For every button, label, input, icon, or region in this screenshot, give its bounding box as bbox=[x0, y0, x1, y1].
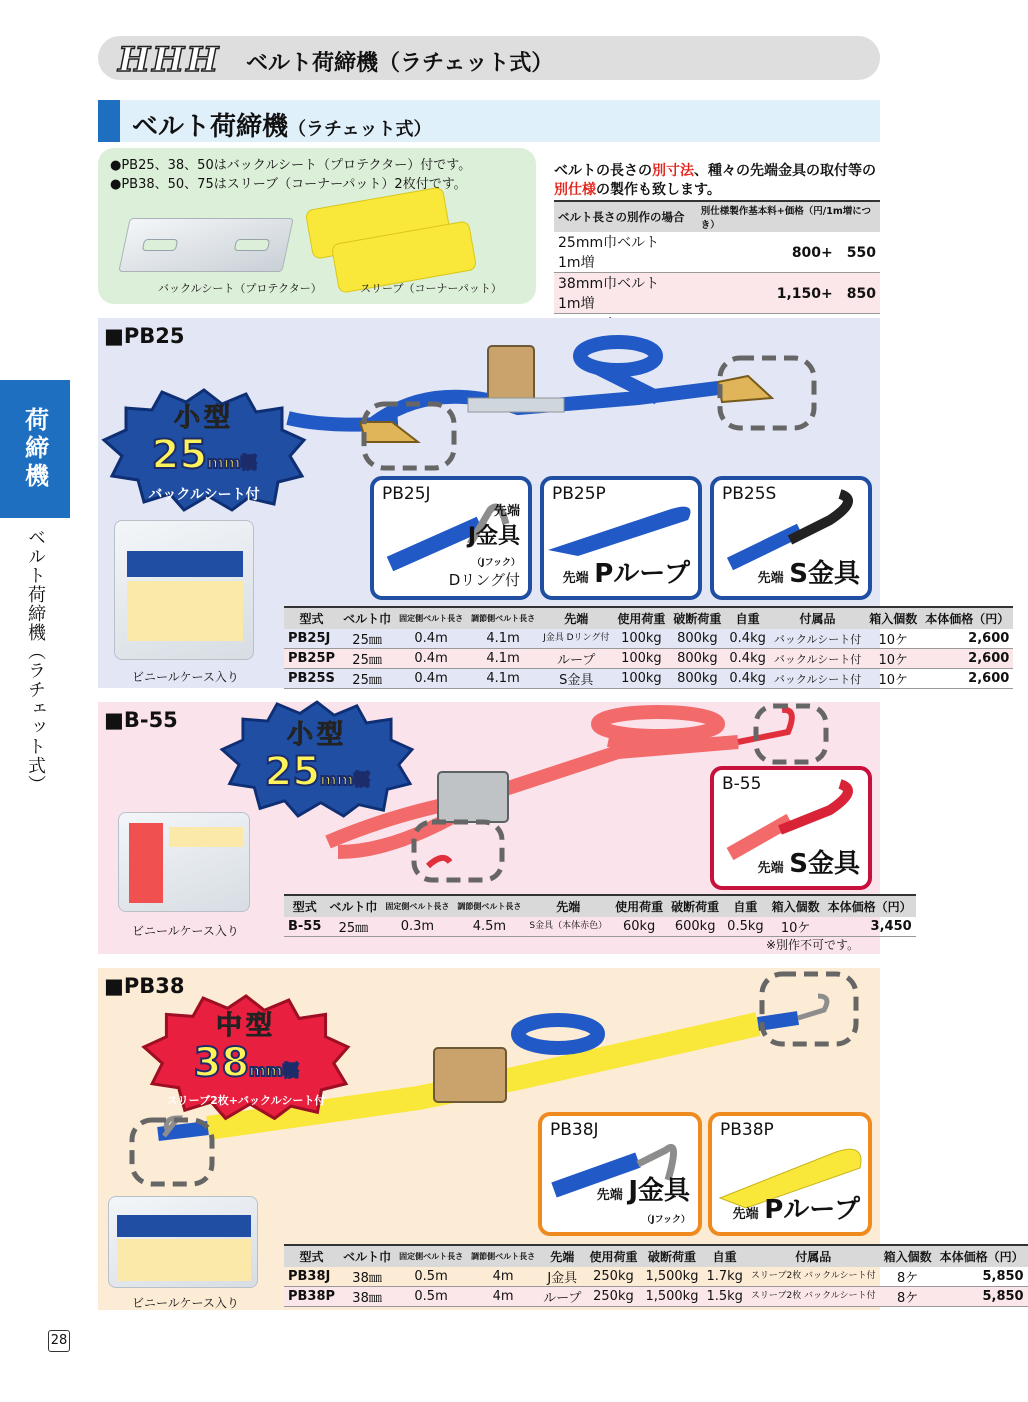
p-loop-icon bbox=[548, 500, 698, 560]
col-header: 箱入個数 bbox=[768, 895, 824, 917]
model-cell: B-55 bbox=[284, 917, 325, 937]
cell: 38㎜ bbox=[339, 1267, 395, 1287]
cell: 1.5kg bbox=[702, 1287, 746, 1307]
b55-size-badge bbox=[222, 702, 412, 812]
inset-tag-small: 先端 bbox=[562, 571, 589, 586]
cell: 4.1m bbox=[467, 629, 539, 649]
table-row bbox=[284, 1267, 1028, 1287]
custom-note-text-a: ベルトの長さの bbox=[554, 163, 652, 179]
inset-code: PB38J bbox=[550, 1120, 599, 1140]
badge-width bbox=[151, 431, 257, 484]
page-number: 28 bbox=[48, 1330, 70, 1352]
inset-tag-big: J金具 bbox=[467, 524, 520, 549]
pb38-vinyl-case-image bbox=[108, 1196, 258, 1288]
brand-logo: HHH bbox=[118, 40, 221, 80]
inset-tag-small: 先端 bbox=[757, 861, 784, 876]
model-cell: PB25P bbox=[284, 649, 339, 669]
price-cell: 2,600 bbox=[921, 669, 1013, 689]
cell: 0.4m bbox=[395, 629, 467, 649]
cell: 0.4m bbox=[395, 669, 467, 689]
badge-width-unit: mm幅 bbox=[207, 452, 257, 472]
page-title-main: ベルト荷締機 bbox=[132, 112, 289, 142]
badge-accessory-text: バックルシート付 bbox=[148, 486, 260, 503]
badge-width-unit: mm幅 bbox=[249, 1060, 299, 1080]
badge-accessory-text: スリーブ2枚+バックルシート付 bbox=[166, 1093, 326, 1107]
cell: J金具 bbox=[539, 1267, 585, 1287]
cell: 10ケ bbox=[865, 649, 921, 669]
inset-code: PB38P bbox=[720, 1120, 774, 1140]
cell: S金具 bbox=[539, 669, 613, 689]
price-cell: 5,850 bbox=[936, 1287, 1028, 1307]
cell: 800kg bbox=[669, 629, 725, 649]
price-cell: 5,850 bbox=[936, 1267, 1028, 1287]
cell: 0.5kg bbox=[723, 917, 767, 937]
col-header: 本体価格（円） bbox=[936, 1245, 1028, 1267]
col-header: 先端 bbox=[539, 1245, 585, 1267]
col-header: 自重 bbox=[702, 1245, 746, 1267]
pb25-section-label: ■PB25 bbox=[104, 324, 185, 348]
cell: 10ケ bbox=[865, 669, 921, 689]
cell: 60kg bbox=[611, 917, 667, 937]
inset-tag-small: 先端 bbox=[493, 504, 520, 519]
model-cell: PB25J bbox=[284, 629, 339, 649]
b55-vinyl-case-image bbox=[118, 812, 250, 912]
col-header: 自重 bbox=[725, 607, 769, 629]
pb38-size-badge bbox=[144, 996, 348, 1116]
col-header: 破断荷重 bbox=[669, 607, 725, 629]
custom-note-text-b: 、種々の先端金具の取付等の bbox=[694, 163, 876, 179]
cell: 250kg bbox=[585, 1287, 641, 1307]
col-header: 先端 bbox=[525, 895, 611, 917]
cell: 4m bbox=[467, 1267, 539, 1287]
pb25-vinyl-case-image bbox=[114, 520, 254, 660]
custom-table-header-left: ベルト長さの別作の場合 bbox=[554, 201, 697, 232]
accessory-note-2: ●PB38、50、75はスリーブ（コーナーパット）2枚付です。 bbox=[110, 177, 467, 192]
table-row bbox=[284, 669, 1013, 689]
inset-tag bbox=[449, 500, 520, 590]
custom-order-note bbox=[554, 162, 876, 200]
table-row bbox=[554, 232, 880, 273]
table-row bbox=[284, 649, 1013, 669]
inset-tag-big: Pループ bbox=[594, 559, 690, 589]
cell: 8ケ bbox=[880, 1287, 936, 1307]
cell: 10ケ bbox=[768, 917, 824, 937]
cell: 1,500kg bbox=[641, 1267, 702, 1287]
col-header: 付属品 bbox=[747, 1245, 880, 1267]
custom-table-header-right: 別仕様製作基本料+価格（円/1m増につき） bbox=[697, 201, 880, 232]
pb38-section-label: ■PB38 bbox=[104, 974, 185, 998]
inset-tag-extra: Dリング付 bbox=[448, 571, 520, 589]
pb25-size-badge bbox=[104, 390, 304, 510]
table-row bbox=[284, 917, 916, 937]
col-header: 破断荷重 bbox=[667, 895, 723, 917]
custom-price-cell: 1,150+ 850 bbox=[697, 273, 880, 314]
inset-tag-small: 先端 bbox=[757, 571, 784, 586]
inset-tag-big: S金具 bbox=[789, 849, 860, 879]
col-header: ベルト巾 bbox=[339, 1245, 395, 1267]
inset-tag-big: S金具 bbox=[789, 559, 860, 589]
side-vertical-text: ベルト荷締機（ラチェット式） bbox=[25, 528, 46, 794]
side-tab[interactable]: 荷締機 bbox=[0, 380, 70, 518]
col-header: 本体価格（円） bbox=[921, 607, 1013, 629]
buckle-sheet-caption: バックルシート（プロテクター） bbox=[158, 282, 322, 295]
col-header: 固定側ベルト長さ bbox=[395, 607, 467, 629]
col-header: ベルト巾 bbox=[339, 607, 395, 629]
cell: S金具（本体赤色） bbox=[525, 917, 611, 937]
pb25-case-caption: ビニールケース入り bbox=[132, 670, 239, 684]
pb25j-inset bbox=[370, 476, 532, 600]
cell: 38㎜ bbox=[339, 1287, 395, 1307]
col-header: 本体価格（円） bbox=[824, 895, 916, 917]
cell: 10ケ bbox=[865, 629, 921, 649]
inset-tag-small: 先端 bbox=[732, 1207, 759, 1222]
badge-size-word: 中型 bbox=[215, 1010, 276, 1041]
pb25-spec-table bbox=[284, 606, 1013, 689]
cell: スリーブ2枚 バックルシート付 bbox=[747, 1287, 880, 1307]
cell: バックルシート付 bbox=[770, 629, 865, 649]
col-header: 先端 bbox=[539, 607, 613, 629]
cell: 100kg bbox=[613, 649, 669, 669]
sleeve-caption: スリーブ（コーナーパット） bbox=[360, 282, 502, 295]
page-title-sub: （ラチェット式） bbox=[288, 119, 432, 140]
col-header: 箱入個数 bbox=[880, 1245, 936, 1267]
col-header: 型式 bbox=[284, 895, 325, 917]
badge-size-word: 小型 bbox=[286, 719, 347, 750]
col-header: 箱入個数 bbox=[865, 607, 921, 629]
col-header: 固定側ベルト長さ bbox=[395, 1245, 467, 1267]
col-header: ベルト巾 bbox=[325, 895, 381, 917]
table-row bbox=[284, 629, 1013, 649]
col-header: 使用荷重 bbox=[611, 895, 667, 917]
pb25p-inset bbox=[540, 476, 702, 600]
cell: 100kg bbox=[613, 669, 669, 689]
custom-note-red-2: 別仕様 bbox=[554, 182, 596, 198]
inset-tag-note: （Jフック） bbox=[642, 1215, 690, 1225]
badge-size-word: 小型 bbox=[173, 402, 234, 433]
pb38p-inset bbox=[708, 1112, 872, 1236]
cell: 0.5m bbox=[395, 1267, 467, 1287]
col-header: 使用荷重 bbox=[585, 1245, 641, 1267]
cell: 4m bbox=[467, 1287, 539, 1307]
cell: 4.1m bbox=[467, 649, 539, 669]
price-cell: 2,600 bbox=[921, 629, 1013, 649]
cell: 25㎜ bbox=[339, 669, 395, 689]
custom-note-text-c: の製作も致します。 bbox=[596, 182, 721, 198]
cell: 0.4kg bbox=[725, 669, 769, 689]
custom-price-cell: 800+ 550 bbox=[697, 232, 880, 273]
pb38-spec-table bbox=[284, 1244, 1028, 1307]
cell: 4.5m bbox=[453, 917, 525, 937]
col-header: 型式 bbox=[284, 607, 339, 629]
cell: 800kg bbox=[669, 669, 725, 689]
col-header: 自重 bbox=[723, 895, 767, 917]
b55-spec-table bbox=[284, 894, 916, 937]
col-header: 調節側ベルト長さ bbox=[467, 1245, 539, 1267]
custom-note-red-1: 別寸法 bbox=[652, 163, 694, 179]
model-cell: PB25S bbox=[284, 669, 339, 689]
b55-inset bbox=[710, 766, 872, 890]
col-header: 使用荷重 bbox=[613, 607, 669, 629]
inset-tag-note: （Jフック） bbox=[472, 558, 520, 568]
inset-code: PB25J bbox=[382, 484, 431, 504]
cell: 25㎜ bbox=[325, 917, 381, 937]
col-header: 調節側ベルト長さ bbox=[453, 895, 525, 917]
inset-tag-big: Pループ bbox=[764, 1195, 860, 1225]
badge-width-number: 38 bbox=[193, 1039, 250, 1086]
cell: 0.5m bbox=[395, 1287, 467, 1307]
cell: 25㎜ bbox=[339, 649, 395, 669]
b55-case-caption: ビニールケース入り bbox=[132, 924, 239, 938]
cell: 0.4kg bbox=[725, 649, 769, 669]
col-header: 破断荷重 bbox=[641, 1245, 702, 1267]
pb25s-inset bbox=[710, 476, 872, 600]
col-header: 型式 bbox=[284, 1245, 339, 1267]
badge-width-number: 25 bbox=[151, 431, 208, 478]
inset-code: B-55 bbox=[722, 774, 762, 794]
cell: 1,500kg bbox=[641, 1287, 702, 1307]
cell: 4.1m bbox=[467, 669, 539, 689]
model-cell: PB38P bbox=[284, 1287, 339, 1307]
cell: 0.3m bbox=[381, 917, 453, 937]
col-header: 調節側ベルト長さ bbox=[467, 607, 539, 629]
table-row bbox=[284, 1287, 1028, 1307]
title-accent bbox=[98, 100, 120, 142]
page-title bbox=[132, 106, 431, 143]
cell: スリーブ2枚 バックルシート付 bbox=[747, 1267, 880, 1287]
b55-note: ※別作不可です。 bbox=[766, 938, 860, 952]
cell: バックルシート付 bbox=[770, 649, 865, 669]
cell: ループ bbox=[539, 649, 613, 669]
cell: 100kg bbox=[613, 629, 669, 649]
price-cell: 2,600 bbox=[921, 649, 1013, 669]
b55-section-label: ■B-55 bbox=[104, 708, 178, 732]
cell: 250kg bbox=[585, 1267, 641, 1287]
buckle-sheet-image bbox=[118, 218, 293, 272]
inset-code: PB25S bbox=[722, 484, 777, 504]
cell: 0.4m bbox=[395, 649, 467, 669]
header-title: ベルト荷締機（ラチェット式） bbox=[246, 51, 554, 76]
cell: ループ bbox=[539, 1287, 585, 1307]
custom-belt-cell: 25mm巾ベルト 1m増 bbox=[554, 232, 697, 273]
cell: 800kg bbox=[669, 649, 725, 669]
cell: 8ケ bbox=[880, 1267, 936, 1287]
accessory-note-1: ●PB25、38、50はバックルシート（プロテクター）付です。 bbox=[110, 158, 472, 173]
cell: バックルシート付 bbox=[770, 669, 865, 689]
cell: 0.4kg bbox=[725, 629, 769, 649]
cell: 25㎜ bbox=[339, 629, 395, 649]
inset-code: PB25P bbox=[552, 484, 606, 504]
cell: 600kg bbox=[667, 917, 723, 937]
badge-width-unit: mm幅 bbox=[320, 769, 370, 789]
inset-tag-big: J金具 bbox=[628, 1176, 690, 1206]
inset-tag-small: 先端 bbox=[596, 1188, 623, 1203]
col-header: 付属品 bbox=[770, 607, 865, 629]
pb38j-inset bbox=[538, 1112, 702, 1236]
price-cell: 3,450 bbox=[824, 917, 916, 937]
cell: J金具 Dリング付 bbox=[539, 629, 613, 649]
col-header: 固定側ベルト長さ bbox=[381, 895, 453, 917]
badge-width-number: 25 bbox=[264, 748, 321, 795]
pb38-case-caption: ビニールケース入り bbox=[132, 1296, 239, 1310]
custom-belt-cell: 38mm巾ベルト 1m増 bbox=[554, 273, 697, 314]
cell: 1.7kg bbox=[702, 1267, 746, 1287]
table-row bbox=[554, 273, 880, 314]
model-cell: PB38J bbox=[284, 1267, 339, 1287]
